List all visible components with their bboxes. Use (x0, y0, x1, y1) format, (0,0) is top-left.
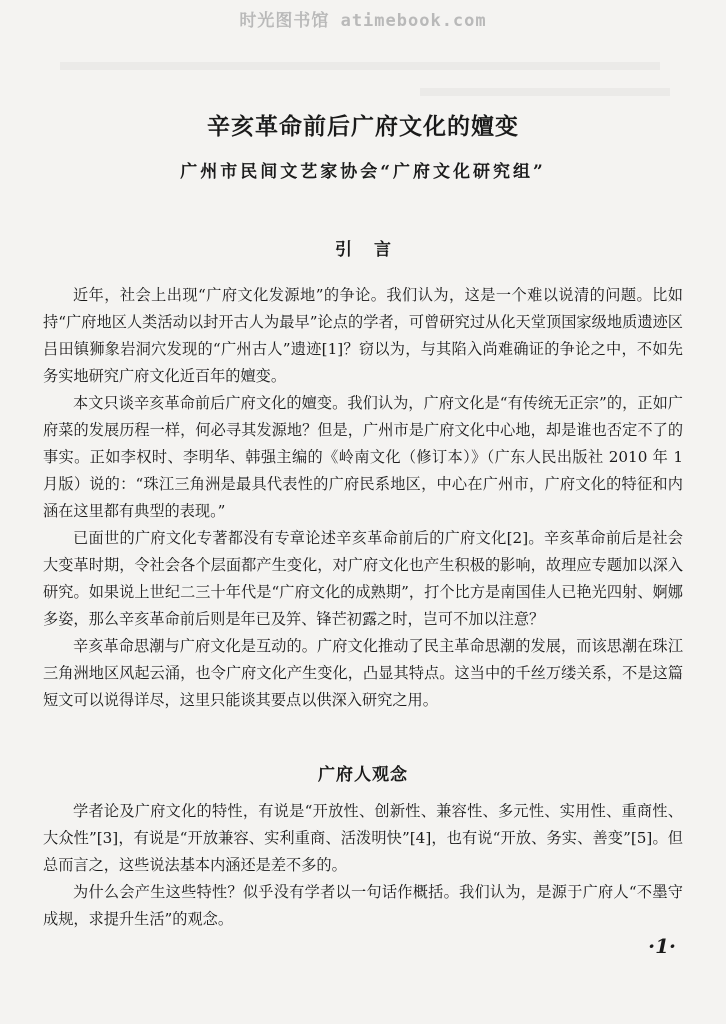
article-author: 广州市民间文艺家协会“广府文化研究组” (180, 162, 546, 182)
scan-artifact (420, 88, 670, 96)
scan-artifact (60, 62, 660, 70)
paragraph: 本文只谈辛亥革命前后广府文化的嬗变。我们认为，广府文化是“有传统无正宗”的，正如广府菜的发展历程一样，何必寻其发源地？但是，广州市是广府文化中心地，却是谁也否定不了的事实。正如李权时、李明华、韩强主编的《岭南文化（修订本）》（广东人民出版社 2010 年 1 月版）说的：“珠江三角洲是最具代表性的广府民系地区，中心在广州市，广府文化的特征和内涵在这里都有典型的表现。” (43, 394, 683, 520)
paragraph: 已面世的广府文化专著都没有专章论述辛亥革命前后的广府文化[2]。辛亥革命前后是社会大变革时期，令社会各个层面都产生变化，对广府文化也产生积极的影响，故理应专题加以深入研究。如果说上世纪二三十年代是“广府文化的成熟期”，打个比方是南国佳人已艳光四射、婀娜多姿，那么辛亥革命前后则是年已及笄、锋芒初露之时，岂可不加以注意？ (43, 529, 683, 628)
section-heading-intro: 引言 (335, 240, 413, 260)
paragraph: 为什么会产生这些特性？似乎没有学者以一句话作概括。我们认为，是源于广府人“不墨守成规，求提升生活”的观念。 (43, 883, 683, 928)
page-number: ·1· (648, 934, 676, 958)
section-heading-concept: 广府人观念 (318, 765, 408, 785)
site-watermark: 时光图书馆 atimebook.com (239, 11, 487, 31)
concept-body (43, 798, 683, 933)
intro-body (43, 282, 683, 714)
paragraph: 学者论及广府文化的特性，有说是“开放性、创新性、兼容性、多元性、实用性、重商性、大众性”[3]，有说是“开放兼容、实利重商、活泼明快”[4]，也有说“开放、务实、善变”[5]。但总而言之，这些说法基本内涵还是差不多的。 (43, 802, 683, 874)
article-title: 辛亥革命前后广府文化的嬗变 (207, 113, 519, 140)
paragraph: 辛亥革命思潮与广府文化是互动的。广府文化推动了民主革命思潮的发展，而该思潮在珠江三角洲地区风起云涌，也令广府文化产生变化，凸显其特点。这当中的千丝万缕关系，不是这篇短文可以说得详尽，这里只能谈其要点以供深入研究之用。 (43, 637, 683, 709)
paragraph: 近年，社会上出现“广府文化发源地”的争论。我们认为，这是一个难以说清的问题。比如持“广府地区人类活动以封开古人为最早”论点的学者，可曾研究过从化天堂顶国家级地质遗迹区吕田镇狮象岩洞穴发现的“广州古人”遗迹[1]？窃以为，与其陷入尚难确证的争论之中，不如先务实地研究广府文化近百年的嬗变。 (43, 286, 683, 385)
